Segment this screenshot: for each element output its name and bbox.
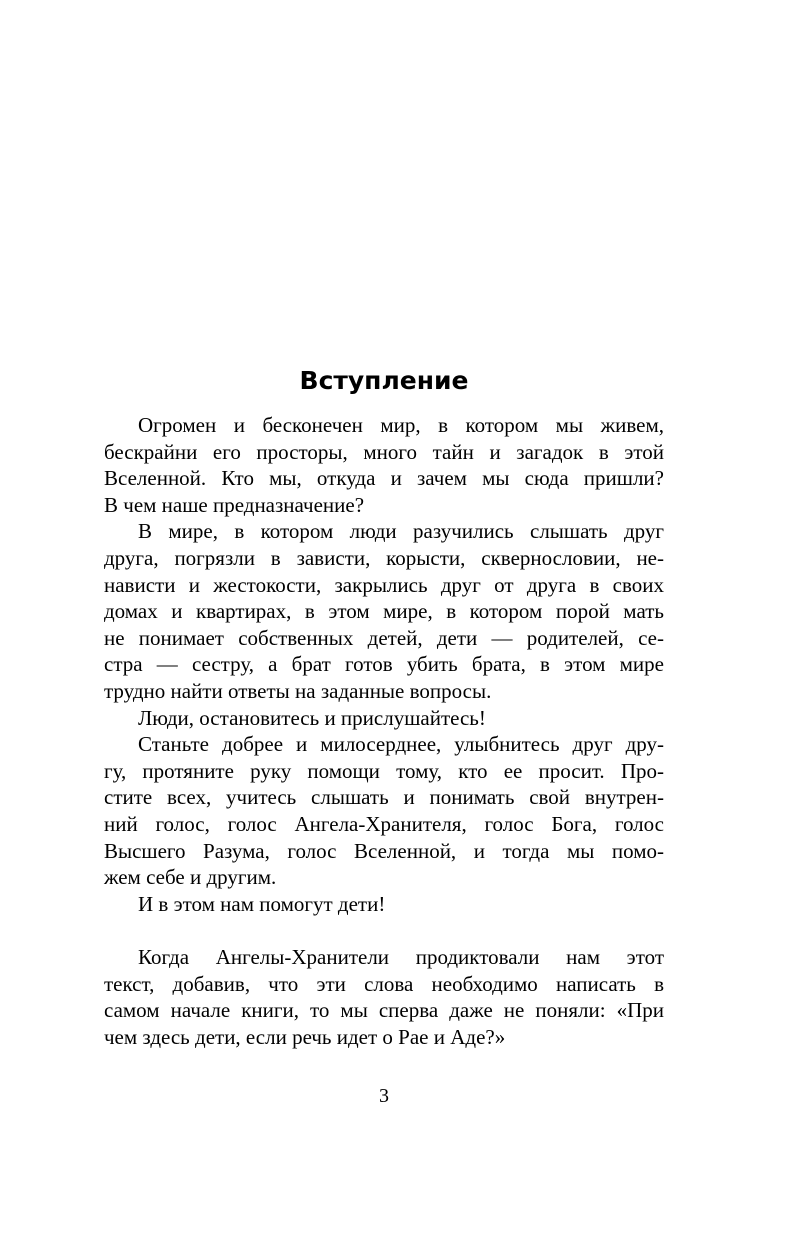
body-text xyxy=(104,412,664,1051)
text-line: стите всех, учитесь слышать и понимать свой внутрен- xyxy=(104,785,664,810)
text-line: трудно найти ответы на заданные вопросы. xyxy=(104,678,492,703)
text-line: текст, добавив, что эти слова необходимо написать в xyxy=(104,971,664,996)
paragraph xyxy=(104,518,664,704)
paragraph xyxy=(104,705,664,732)
text-line: жем себе и другим. xyxy=(104,865,277,890)
paragraph xyxy=(104,731,664,891)
text-line: В мире, в котором люди разучились слышать друг xyxy=(138,519,664,544)
text-line: бескрайни его просторы, много тайн и загадок в этой xyxy=(104,439,664,464)
paragraph xyxy=(104,944,664,1050)
text-line: друга, погрязли в зависти, корысти, сквернословии, не- xyxy=(104,545,664,570)
text-line: И в этом нам помогут дети! xyxy=(138,891,386,916)
text-line: Вселенной. Кто мы, откуда и зачем мы сюда пришли? xyxy=(104,466,664,491)
text-line: нависти и жестокости, закрылись друг от друга в своих xyxy=(104,572,664,597)
page-number: 3 xyxy=(379,1085,389,1107)
text-line: Станьте добрее и милосерднее, улыбнитесь друг дру- xyxy=(138,732,664,757)
paragraph xyxy=(104,891,664,918)
paragraph xyxy=(104,412,664,518)
text-line: ний голос, голос Ангела-Хранителя, голос Бога, голос xyxy=(104,811,664,836)
text-line: не понимает собственных детей, дети — родителей, се- xyxy=(104,625,664,650)
text-line: Высшего Разума, голос Вселенной, и тогда мы помо- xyxy=(104,838,664,863)
text-line: самом начале книги, то мы сперва даже не поняли: «При xyxy=(104,998,664,1023)
text-line: гу, протяните руку помощи тому, кто ее просит. Про- xyxy=(104,758,664,783)
text-line: В чем наше предназначение? xyxy=(104,492,365,517)
text-line: Люди, остановитесь и прислушайтесь! xyxy=(138,705,486,730)
text-line: чем здесь дети, если речь идет о Рае и Аде?» xyxy=(104,1025,506,1050)
chapter-title: Вступление xyxy=(299,366,469,395)
text-line: домах и квартирах, в этом мире, в котором порой мать xyxy=(104,599,664,624)
text-line: Когда Ангелы-Хранители продиктовали нам этот xyxy=(138,945,664,970)
text-line: стра — сестру, а брат готов убить брата, в этом мире xyxy=(104,652,664,677)
text-line: Огромен и бесконечен мир, в котором мы живем, xyxy=(138,413,664,437)
